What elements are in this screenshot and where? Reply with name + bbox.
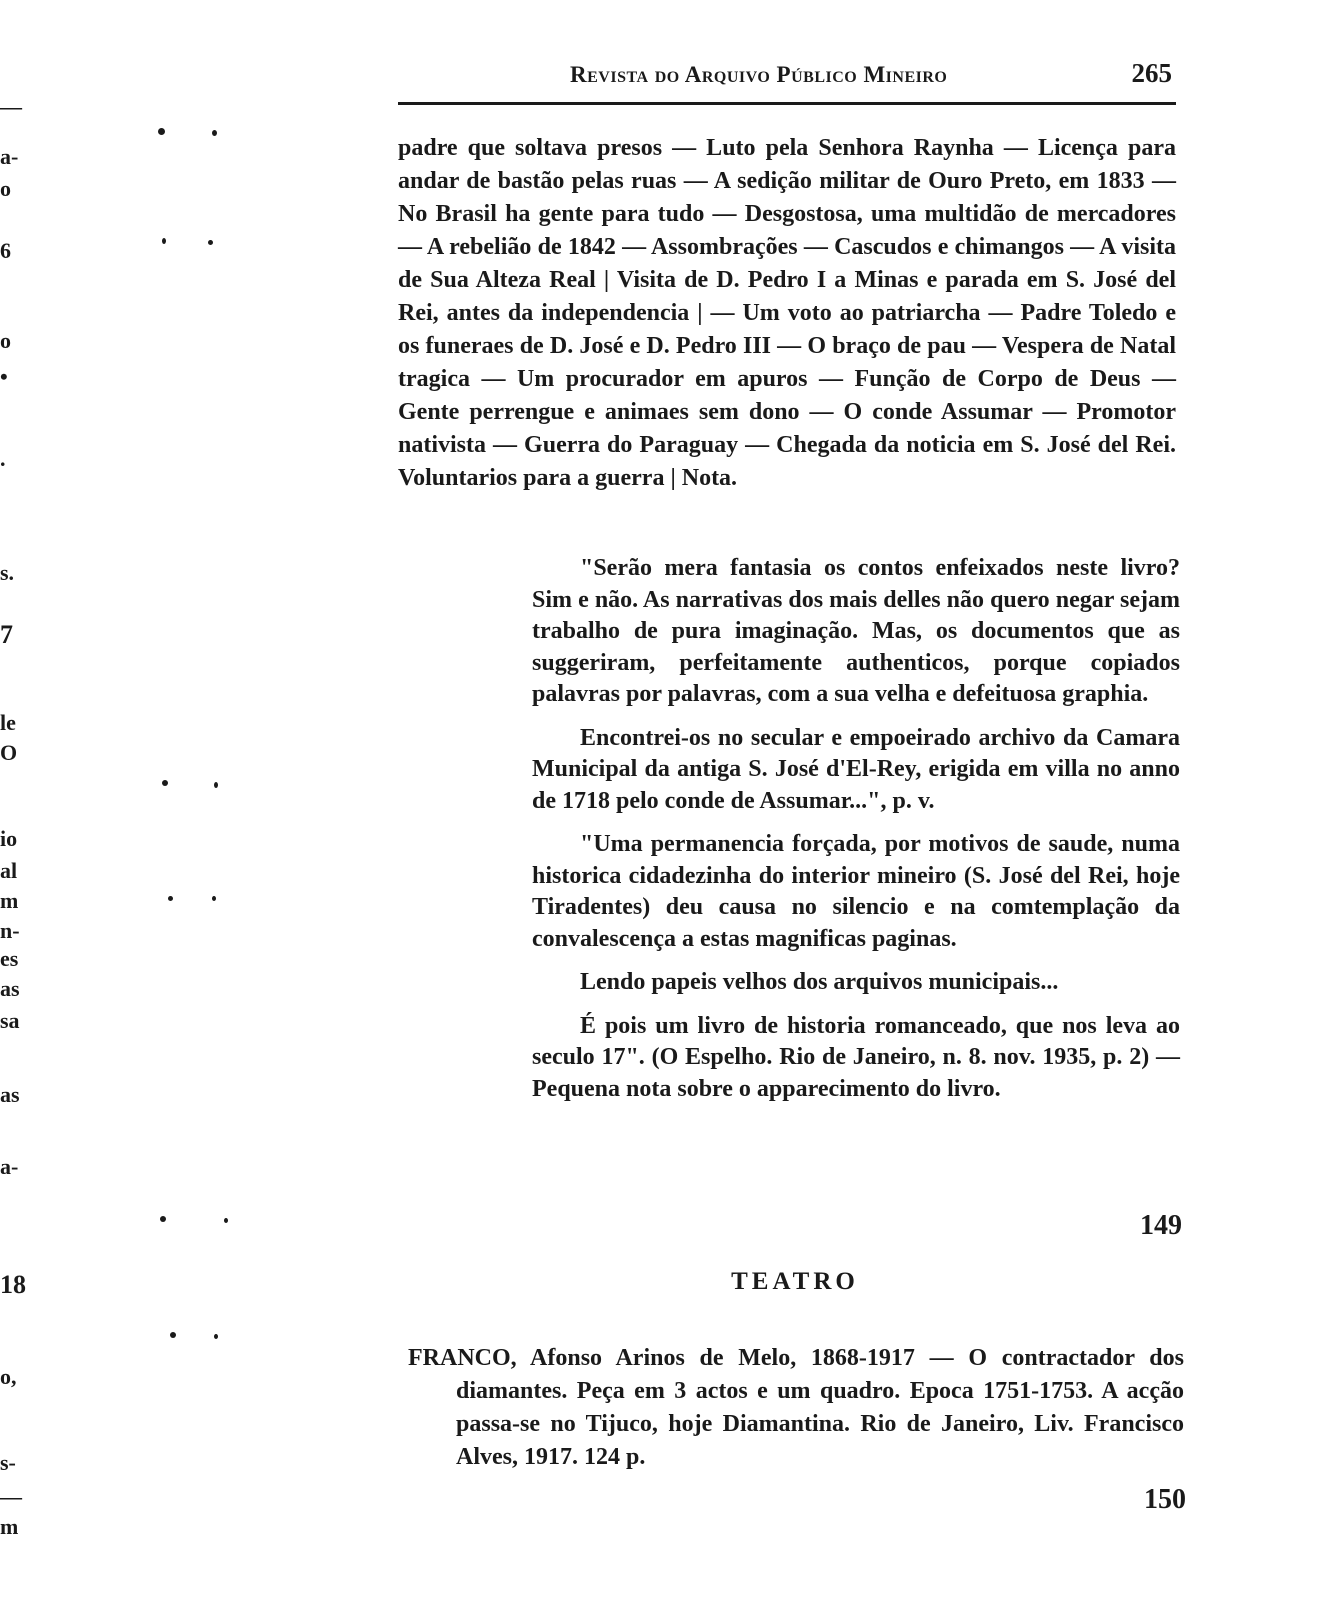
quotation-block <box>532 553 1180 1117</box>
fragment: sa <box>0 1008 20 1033</box>
gutter-speck <box>158 128 165 135</box>
fragment: m <box>0 1514 19 1539</box>
fragment: as <box>0 976 20 1001</box>
fragment: s. <box>0 560 15 585</box>
gutter-speck <box>160 1216 166 1222</box>
fragment: • <box>0 364 8 389</box>
gutter-speck <box>162 238 166 244</box>
gutter-speck <box>212 896 216 901</box>
quote-paragraph: Encontrei-os no secular e empoeirado archivo da Camara Municipal da antiga S. José d'El-Rey, erigida em villa no anno de 1718 pelo conde de Assumar...", p. v. <box>532 724 1180 814</box>
section-heading: TEATRO <box>731 1268 859 1295</box>
fragment: es <box>0 946 19 971</box>
fragment: n- <box>0 918 20 943</box>
fragment: al <box>0 858 18 883</box>
facing-page-fragments <box>0 0 40 1606</box>
quote-paragraph: Lendo papeis velhos dos arquivos municipais... <box>580 969 1059 995</box>
quote-paragraph: É pois um livro de historia romanceado, que nos leva ao seculo 17". (O Espelho. Rio de Janeiro, n. 8. nov. 1935, p. 2) — Pequena nota sobre o apparecimento do livro. <box>532 1012 1180 1102</box>
contents-paragraph: padre que soltava presos — Luto pela Senhora Raynha — Licença para andar de bastão pelas ruas — A sedição militar de Ouro Preto, em 1833 — No Brasil ha gente para tudo — Desgostosa, uma multidão de mercadores — A rebelião de 1842 — Assombrações — Cascudos e chimangos — A visita de Sua Alteza Real | Visita de D. Pedro I a Minas e parada em S. José del Rei, antes da independencia | — Um voto ao patriarcha — Padre Toledo e os funeraes de D. José e D. Pedro III — O braço de pau — Vespera de Natal tragica — Um procurador em apuros — Função de Corpo de Deus — Gente perrengue e animaes sem dono — O conde Assumar — Promotor nativista — Guerra do Paraguay — Chegada da noticia em S. José del Rei. Voluntarios para a guerra | Nota. <box>398 135 1176 491</box>
fragment: as <box>0 1082 20 1107</box>
fragment: s- <box>0 1450 16 1475</box>
fragment: m <box>0 888 19 913</box>
quote-paragraph: "Uma permanencia forçada, por motivos de saude, numa historica cidadezinha do interior mineiro (S. José del Rei, hoje Tiradentes) deu causa no silencio e na comtemplação da convalescença a estas magnificas paginas. <box>532 831 1180 952</box>
fragment: O <box>0 740 18 765</box>
fragment: o <box>0 176 11 201</box>
fragment: io <box>0 826 18 851</box>
gutter-speck <box>214 782 218 788</box>
fragment: le <box>0 710 16 735</box>
gutter-speck <box>162 780 168 786</box>
page-number: 265 <box>1131 58 1172 88</box>
running-header <box>398 58 1176 105</box>
fragment: a- <box>0 144 19 169</box>
journal-title: Revista do Arquivo Público Mineiro <box>570 62 948 87</box>
entry-number: 149 <box>1140 1210 1182 1241</box>
gutter-speck <box>224 1218 228 1223</box>
fragment: 18 <box>0 1270 26 1299</box>
gutter-speck <box>168 896 173 901</box>
fragment: o, <box>0 1364 17 1389</box>
fragment: 6 <box>0 238 11 263</box>
gutter-speck <box>208 240 213 245</box>
quote-paragraph: "Serão mera fantasia os contos enfeixados neste livro? Sim e não. As narrativas dos mais delles não quero negar sejam trabalho de pura imaginação. Mas, os documentos que as suggeriram, perfeitamente authenticos, porque copiados palavras por palavras, com a sua velha e defeituosa graphia. <box>532 555 1180 707</box>
fragment: a- <box>0 1154 19 1179</box>
gutter-speck <box>212 130 217 136</box>
bibliographic-entry: FRANCO, Afonso Arinos de Melo, 1868-1917 — O contractador dos diamantes. Peça em 3 actos e um quadro. Epoca 1751-1753. A acção passa-se no Tijuco, hoje Diamantina. Rio de Janeiro, Liv. Francisco Alves, 1917. 124 p. <box>408 1345 1184 1470</box>
fragment: — <box>0 94 22 119</box>
entry-number: 150 <box>1144 1484 1186 1515</box>
gutter-speck <box>170 1332 176 1338</box>
gutter-speck <box>214 1334 218 1339</box>
fragment: 7 <box>0 620 13 649</box>
fragment: . <box>0 446 6 471</box>
fragment: o <box>0 328 11 353</box>
fragment: — <box>0 1484 22 1509</box>
